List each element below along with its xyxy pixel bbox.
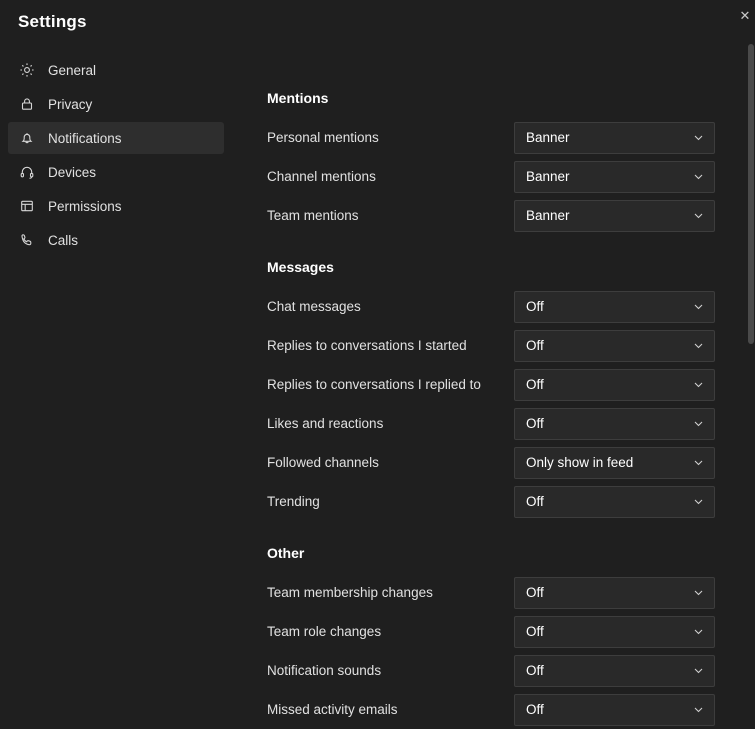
page-title: Settings [18,12,87,31]
chat-messages-select[interactable] [514,291,715,323]
chevron-down-icon [692,131,705,144]
settings-body [0,44,754,717]
chevron-down-icon [692,586,705,599]
bell-icon [19,130,41,146]
sidebar-item-label: Notifications [48,130,122,146]
chevron-down-icon [692,378,705,391]
likes-reactions-select[interactable] [514,408,715,440]
trending-select[interactable] [514,486,715,518]
setting-label: Team role changes [267,624,382,639]
channel-mentions-select[interactable] [514,161,715,193]
notifications-settings-panel [232,44,755,717]
select-value: Banner [526,208,570,223]
select-value: Only show in feed [526,455,634,470]
chevron-down-icon [692,703,705,716]
setting-label: Replies to conversations I started [267,338,467,353]
chevron-down-icon [692,664,705,677]
setting-row [267,404,715,443]
setting-label: Team membership changes [267,585,433,600]
setting-row [267,118,715,157]
close-icon[interactable]: ✕ [739,7,751,23]
setting-label: Replies to conversations I replied to [267,377,481,392]
section-mentions [267,90,715,235]
headset-icon [19,164,41,180]
setting-row [267,651,715,690]
section-heading: Messages [267,259,334,275]
setting-label: Personal mentions [267,130,379,145]
setting-row [267,690,715,729]
sidebar-item-label: Devices [48,164,97,180]
setting-row [267,443,715,482]
sidebar-item-label: Calls [48,232,79,248]
setting-row [267,287,715,326]
section-messages [267,259,715,521]
chevron-down-icon [692,209,705,222]
chevron-down-icon [692,417,705,430]
section-other [267,545,715,729]
phone-icon [19,232,41,248]
notification-sounds-select[interactable] [514,655,715,687]
setting-row [267,326,715,365]
setting-label: Trending [267,494,320,509]
select-value: Off [526,494,544,509]
chevron-down-icon [692,339,705,352]
missed-activity-emails-select[interactable] [514,694,715,726]
sidebar-item-devices[interactable] [8,156,224,188]
setting-label: Chat messages [267,299,361,314]
setting-row [267,612,715,651]
sidebar-item-label: General [48,62,97,78]
permissions-icon [19,198,41,214]
setting-label: Channel mentions [267,169,376,184]
sidebar-item-label: Permissions [48,198,122,214]
select-value: Off [526,702,544,717]
sidebar-item-general[interactable] [8,54,224,86]
title-bar [0,0,754,44]
select-value: Off [526,377,544,392]
lock-icon [19,96,41,112]
team-membership-changes-select[interactable] [514,577,715,609]
section-heading: Other [267,545,305,561]
settings-sidebar [0,44,232,692]
section-heading: Mentions [267,90,329,106]
chevron-down-icon [692,625,705,638]
setting-row [267,196,715,235]
select-value: Off [526,585,544,600]
personal-mentions-select[interactable] [514,122,715,154]
setting-label: Likes and reactions [267,416,384,431]
sidebar-item-calls[interactable] [8,224,224,256]
sidebar-item-permissions[interactable] [8,190,224,222]
chevron-down-icon [692,300,705,313]
gear-icon [19,62,41,78]
select-value: Off [526,624,544,639]
select-value: Off [526,663,544,678]
select-value: Off [526,299,544,314]
setting-label: Missed activity emails [267,702,398,717]
sidebar-item-privacy[interactable] [8,88,224,120]
chevron-down-icon [692,456,705,469]
sidebar-item-notifications[interactable] [8,122,224,154]
select-value: Banner [526,130,570,145]
team-role-changes-select[interactable] [514,616,715,648]
replies-replied-select[interactable] [514,369,715,401]
chevron-down-icon [692,495,705,508]
replies-started-select[interactable] [514,330,715,362]
setting-label: Team mentions [267,208,359,223]
vertical-scrollbar[interactable] [748,44,754,692]
setting-row [267,573,715,612]
setting-label: Notification sounds [267,663,382,678]
select-value: Off [526,416,544,431]
sidebar-item-label: Privacy [48,96,93,112]
select-value: Banner [526,169,570,184]
team-mentions-select[interactable] [514,200,715,232]
setting-label: Followed channels [267,455,379,470]
followed-channels-select[interactable] [514,447,715,479]
setting-row [267,482,715,521]
scrollbar-thumb[interactable] [748,44,754,344]
chevron-down-icon [692,170,705,183]
setting-row [267,157,715,196]
setting-row [267,365,715,404]
select-value: Off [526,338,544,353]
